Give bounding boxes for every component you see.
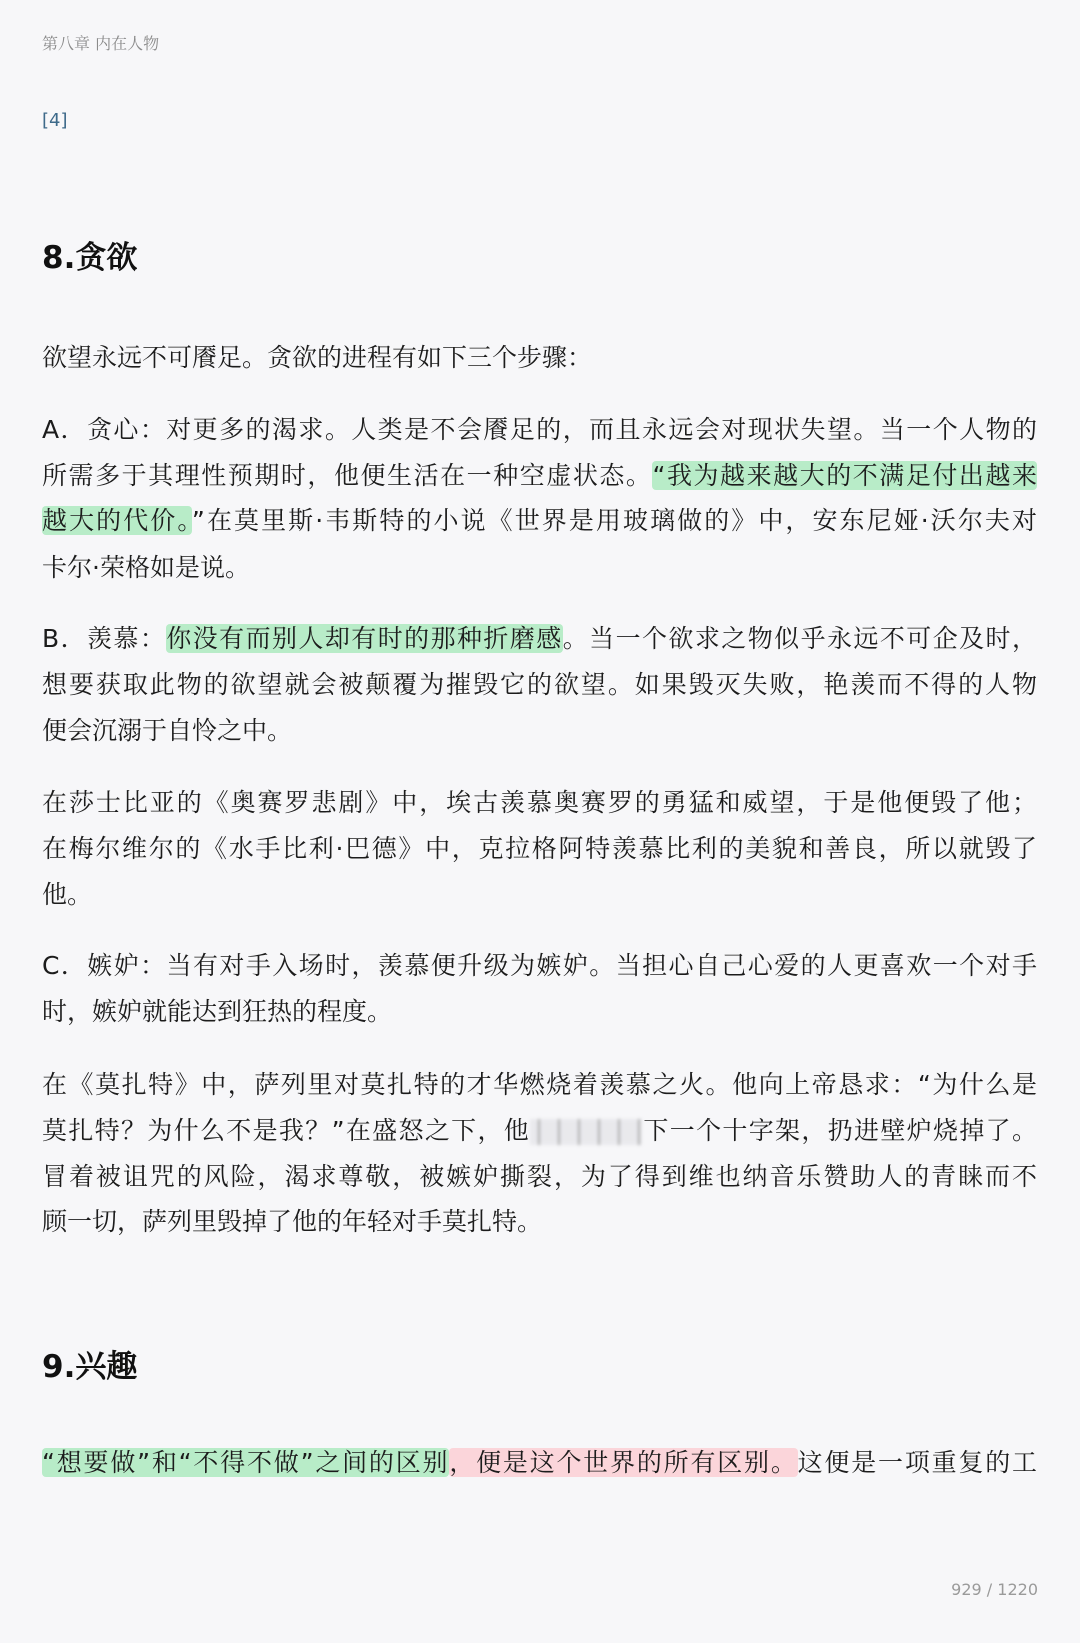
text-line xyxy=(42,456,1037,496)
text-segment: 顾一切，萨列里毁掉了他的年轻对手莫扎特。 xyxy=(42,1207,543,1236)
text-line xyxy=(42,875,1037,915)
text-segment: 。当一个欲求之物似乎永远不可企及时， xyxy=(562,624,1037,653)
text-segment: 在莎士比亚的《奥赛罗悲剧》中，埃古羡慕奥赛罗的勇猛和威望，于是他便毁了他； xyxy=(42,788,1037,817)
text-segment: 欲望永远不可餍足。贪欲的进程有如下三个步骤： xyxy=(42,343,593,372)
text-segment: 卡尔·荣格如是说。 xyxy=(42,553,250,582)
text-segment: 想要获取此物的欲望就会被颠覆为摧毁它的欲望。如果毁灭失败，艳羡而不得的人物 xyxy=(42,670,1037,699)
text-line xyxy=(42,1202,1037,1242)
text-line xyxy=(42,1065,1037,1105)
chapter-title: 第八章 内在人物 xyxy=(42,34,160,53)
text-segment: 莫扎特？为什么不是我？”在盛怒之下，他 xyxy=(42,1116,531,1145)
text-line xyxy=(42,1443,1037,1483)
text-segment: 在梅尔维尔的《水手比利·巴德》中，克拉格阿特羡慕比利的美貌和善良，所以就毁了 xyxy=(42,834,1037,863)
footnote-reference[interactable]: [4] xyxy=(42,110,68,131)
text-line xyxy=(42,410,1037,450)
text-line xyxy=(42,711,1037,751)
text-line xyxy=(42,783,1037,823)
highlight-green[interactable]: “我为越来越大的不满足付出越来 xyxy=(652,461,1038,490)
text-segment: 便会沉溺于自怜之中。 xyxy=(42,716,293,745)
page-indicator: 929 / 1220 xyxy=(951,1580,1038,1599)
text-segment: 在《莫扎特》中，萨列里对莫扎特的才华燃烧着羡慕之火。他向上帝恳求：“为什么是 xyxy=(42,1070,1037,1099)
text-segment: C．嫉妒：当有对手入场时，羡慕便升级为嫉妒。当担心自己心爱的人更喜欢一个对手 xyxy=(42,951,1037,980)
text-line xyxy=(42,548,1037,588)
text-line xyxy=(42,829,1037,869)
text-line xyxy=(42,992,1037,1032)
text-segment: 时，嫉妒就能达到狂热的程度。 xyxy=(42,997,393,1026)
section-heading-greed: 8.贪欲 xyxy=(42,240,138,276)
text-segment: 他。 xyxy=(42,880,93,909)
text-segment: 冒着被诅咒的风险，渴求尊敬，被嫉妒撕裂，为了得到维也纳音乐赞助人的青睐而不 xyxy=(42,1162,1037,1191)
redacted-blur xyxy=(530,1119,642,1145)
text-line xyxy=(42,665,1037,705)
text-segment: ”在莫里斯·韦斯特的小说《世界是用玻璃做的》中，安东尼娅·沃尔夫对 xyxy=(191,506,1037,535)
text-line xyxy=(42,338,1037,378)
text-segment: B．羡慕： xyxy=(42,624,167,653)
highlight-green[interactable]: “想要做”和“不得不做”之间的区别 xyxy=(42,1448,450,1477)
text-line xyxy=(42,619,1037,659)
highlight-pink[interactable]: ，便是这个世界的所有区别。 xyxy=(449,1448,798,1477)
text-segment: 所需多于其理性预期时，他便生活在一种空虚状态。 xyxy=(42,461,653,490)
section-heading-interest: 9.兴趣 xyxy=(42,1349,138,1385)
highlight-green[interactable]: 越大的代价。 xyxy=(42,506,192,535)
text-line xyxy=(42,1157,1037,1197)
text-segment: A．贪心：对更多的渴求。人类是不会餍足的，而且永远会对现状失望。当一个人物的 xyxy=(42,415,1037,444)
text-line xyxy=(42,1111,1037,1151)
text-segment: 下一个十字架，扔进壁炉烧掉了。 xyxy=(642,1116,1037,1145)
text-segment: 这便是一项重复的工 xyxy=(797,1448,1037,1477)
text-line xyxy=(42,501,1037,541)
text-line xyxy=(42,946,1037,986)
highlight-green[interactable]: 你没有而别人却有时的那种折磨感 xyxy=(166,624,563,653)
